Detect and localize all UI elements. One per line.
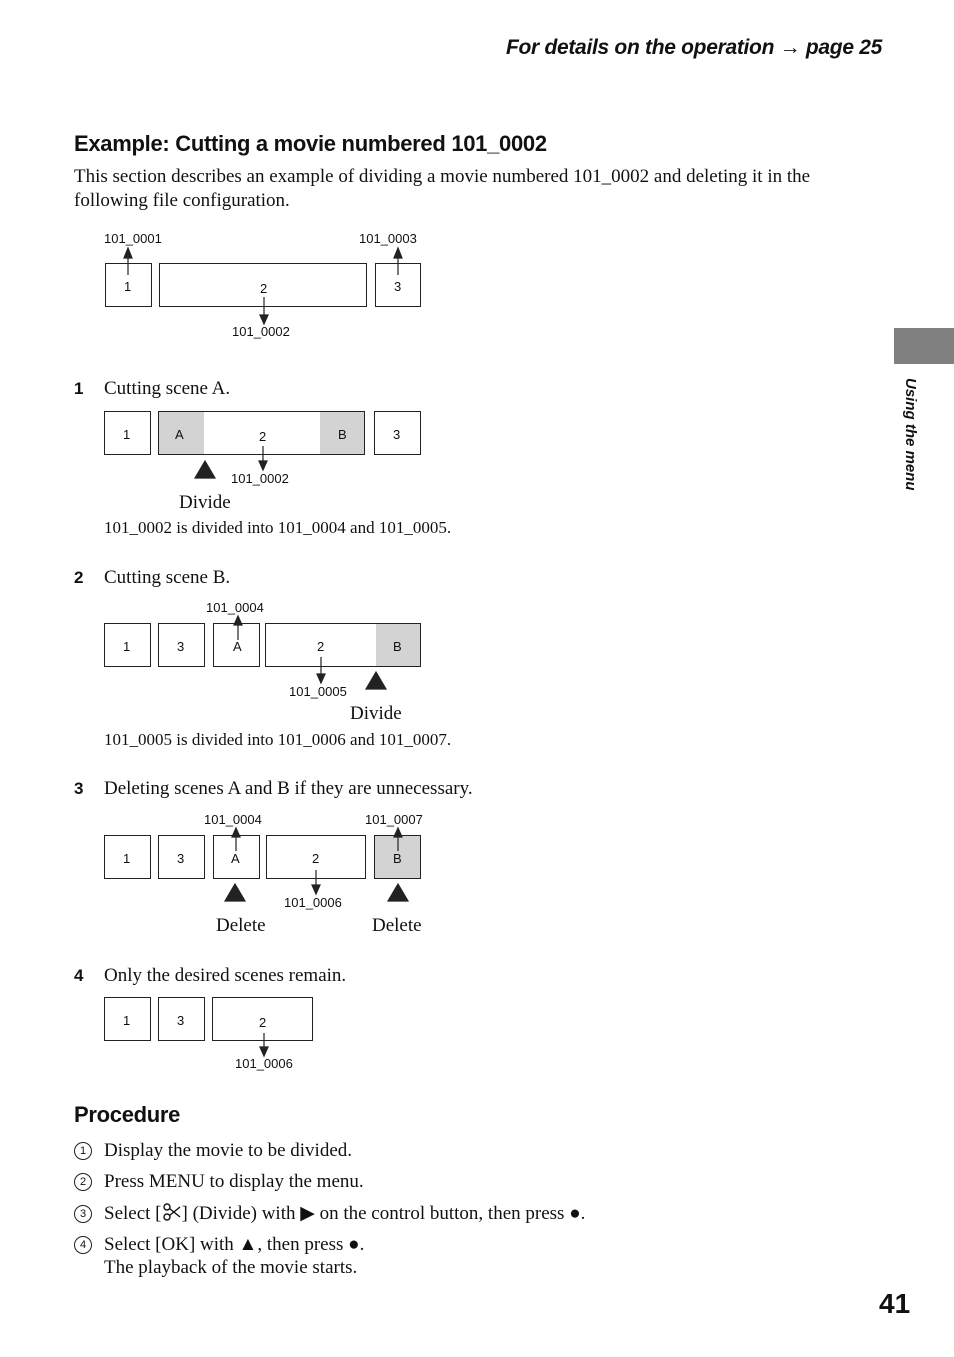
- step-number: 4: [74, 966, 84, 985]
- arrow-down-icon: [259, 461, 267, 470]
- delete-marker-icon: [225, 884, 245, 901]
- example-intro: This section describes an example of dividing a movie numbered 101_0002 and deleting it in the following file configuration.: [74, 166, 811, 211]
- procedure-title: Procedure: [74, 1102, 181, 1127]
- arrow-up-icon: [394, 828, 402, 837]
- file-label: 101_0002: [232, 324, 290, 339]
- procedure-step-text-post: ] (Divide) with ▶ on the control button, then press ●.: [181, 1203, 586, 1224]
- file-label: 101_0006: [284, 895, 342, 910]
- example-title: Example: Cutting a movie numbered 101_0002: [74, 131, 547, 156]
- step-text: Only the desired scenes remain.: [104, 965, 347, 986]
- circled-number: 2: [74, 1173, 92, 1191]
- scene-number: 2: [312, 851, 320, 866]
- step-number: 1: [74, 379, 84, 398]
- delete-marker-icon: [388, 884, 408, 901]
- file-label: 101_0003: [359, 231, 417, 246]
- procedure-step-text: Display the movie to be divided.: [104, 1140, 353, 1161]
- scene-number: 3: [177, 1013, 185, 1028]
- arrow-up-icon: [232, 828, 240, 837]
- scene-number: 1: [124, 279, 132, 294]
- procedure-step-text: Press MENU to display the menu.: [104, 1171, 364, 1192]
- step-text: Deleting scenes A and B if they are unnecessary.: [104, 778, 473, 799]
- file-label: 101_0006: [235, 1056, 293, 1071]
- scene-letter: B: [393, 639, 402, 654]
- scene-number: 2: [317, 639, 325, 654]
- scene-number: 3: [177, 851, 185, 866]
- scene-number: 1: [123, 851, 131, 866]
- delete-label: Delete: [372, 915, 422, 936]
- circled-number: 4: [74, 1236, 92, 1254]
- arrow-up-icon: [234, 616, 242, 625]
- procedure-step-text-pre: Select [: [104, 1203, 162, 1224]
- page-number: 41: [879, 1288, 911, 1319]
- scene-number: 3: [393, 427, 401, 442]
- procedure-step-text: [104, 1202, 585, 1226]
- scene-number: 2: [259, 429, 267, 444]
- scene-number: 2: [260, 281, 268, 296]
- scene-letter: A: [233, 639, 242, 654]
- scene-number: 3: [394, 279, 402, 294]
- divide-marker-icon: [366, 672, 386, 689]
- circled-number: 3: [74, 1205, 92, 1223]
- step-text: Cutting scene A.: [104, 378, 231, 399]
- scene-letter: A: [231, 851, 240, 866]
- file-label: 101_0004: [204, 812, 262, 827]
- scene-number: 1: [123, 1013, 131, 1028]
- scene-letter: B: [393, 851, 402, 866]
- arrow-down-icon: [260, 315, 268, 324]
- scene-letter: A: [175, 427, 184, 442]
- side-tab-label: Using the menu: [902, 378, 919, 491]
- arrow-down-icon: [317, 674, 325, 683]
- scene-letter: B: [338, 427, 347, 442]
- divide-marker-icon: [195, 461, 215, 478]
- divide-label: Divide: [179, 492, 231, 513]
- step-result: 101_0005 is divided into 101_0006 and 101_0007.: [104, 730, 452, 749]
- delete-label: Delete: [216, 915, 266, 936]
- step-text: Cutting scene B.: [104, 567, 231, 588]
- file-label: 101_0004: [206, 600, 264, 615]
- scene-number: 2: [259, 1015, 267, 1030]
- step-number: 3: [74, 779, 84, 798]
- scissors-icon: [162, 1202, 182, 1222]
- file-label: 101_0007: [365, 812, 423, 827]
- scene-number: 1: [123, 639, 131, 654]
- page-header: For details on the operation → page 25: [506, 36, 882, 59]
- scene-number: 1: [123, 427, 131, 442]
- divide-label: Divide: [350, 703, 402, 724]
- scene-number: 3: [177, 639, 185, 654]
- file-label: 101_0005: [289, 684, 347, 699]
- arrow-down-icon: [312, 885, 320, 894]
- arrow-down-icon: [260, 1047, 268, 1056]
- file-label: 101_0001: [104, 231, 162, 246]
- step-result: 101_0002 is divided into 101_0004 and 101_0005.: [104, 518, 452, 537]
- arrow-up-icon: [394, 248, 402, 258]
- circled-number: 1: [74, 1142, 92, 1160]
- file-label: 101_0002: [231, 471, 289, 486]
- procedure-step-text: Select [OK] with ▲, then press ●.: [104, 1234, 365, 1255]
- step-number: 2: [74, 568, 84, 587]
- arrow-up-icon: [124, 248, 132, 258]
- procedure-step-note: The playback of the movie starts.: [104, 1257, 358, 1278]
